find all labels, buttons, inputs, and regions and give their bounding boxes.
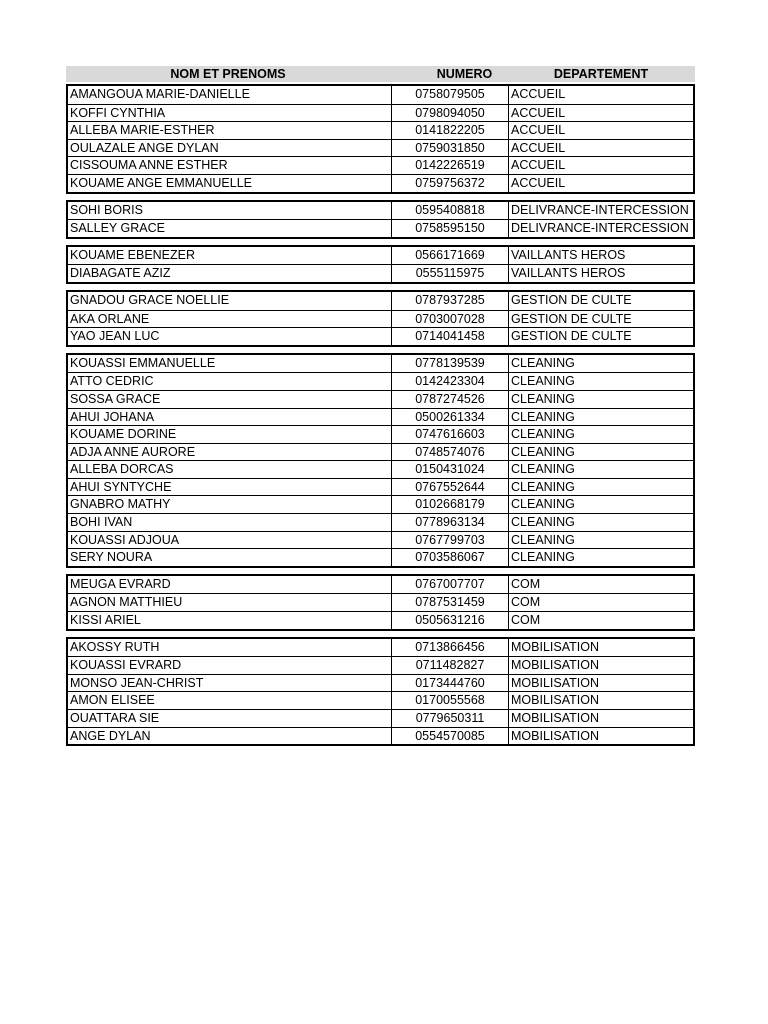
name-cell: SERY NOURA [68,549,392,566]
name-cell: ANGE DYLAN [68,728,392,745]
number-cell: 0595408818 [392,202,509,220]
table-row [68,425,693,443]
department-cell: MOBILISATION [511,639,599,654]
number-cell: 0555115975 [392,265,509,282]
department-cell: CLEANING [511,532,575,547]
table-row [68,691,693,709]
name-cell: KOUAME ANGE EMMANUELLE [68,175,392,192]
table-row [68,156,693,174]
table-row [68,219,693,237]
department-cell: CLEANING [511,427,575,442]
name-cell: KOUASSI ADJOUA [68,532,392,549]
department-cell: COM [511,595,541,610]
table-row [68,292,693,310]
department-cell: DELIVRANCE-INTERCESSION [511,221,689,236]
number-cell: 0500261334 [392,409,509,426]
department-cell: ACCUEIL [511,140,566,155]
name-cell: AHUI JOHANA [68,409,392,426]
number-cell: 0767799703 [392,532,509,549]
number-cell: 0767552644 [392,479,509,496]
number-cell: 0778963134 [392,514,509,531]
table-row [68,709,693,727]
name-cell: AKOSSY RUTH [68,639,392,657]
number-cell: 0748574076 [392,444,509,461]
table-row [68,531,693,549]
department-cell: CLEANING [511,374,575,389]
name-cell: MONSO JEAN-CHRIST [68,675,392,692]
table-header [66,66,695,82]
name-cell: GNADOU GRACE NOELLIE [68,292,392,310]
table-row [68,727,693,745]
name-cell: CISSOUMA ANNE ESTHER [68,157,392,174]
department-cell: CLEANING [511,515,575,530]
number-cell: 0767007707 [392,576,509,594]
department-cell: VAILLANTS HEROS [511,266,626,281]
department-group [66,245,695,284]
table-row [68,327,693,345]
number-cell: 0758595150 [392,220,509,237]
name-cell: MEUGA EVRARD [68,576,392,594]
number-cell: 0703007028 [392,311,509,328]
name-cell: KOUAME DORINE [68,426,392,443]
department-cell: COM [511,613,541,628]
table-row [68,495,693,513]
table-body [66,84,695,746]
department-cell: CLEANING [511,550,575,565]
name-cell: KISSI ARIEL [68,612,392,629]
table-row [68,478,693,496]
department-cell: ACCUEIL [511,123,566,138]
number-cell: 0787531459 [392,594,509,611]
number-cell: 0713866456 [392,639,509,657]
table-row [68,460,693,478]
department-cell: MOBILISATION [511,658,599,673]
table-row [68,139,693,157]
number-cell: 0758079505 [392,86,509,104]
department-cell: ACCUEIL [511,158,566,173]
name-cell: ALLEBA MARIE-ESTHER [68,122,392,139]
department-cell: CLEANING [511,479,575,494]
table-row [68,121,693,139]
department-cell: MOBILISATION [511,693,599,708]
name-cell: AHUI SYNTYCHE [68,479,392,496]
number-cell: 0787937285 [392,292,509,310]
department-group [66,290,695,347]
contact-table [66,66,695,746]
name-cell: AMON ELISEE [68,692,392,709]
name-cell: DIABAGATE AZIZ [68,265,392,282]
name-cell: KOUASSI EMMANUELLE [68,355,392,373]
number-cell: 0778139539 [392,355,509,373]
number-cell: 0505631216 [392,612,509,629]
number-cell: 0787274526 [392,391,509,408]
department-cell: COM [511,576,541,591]
name-cell: SOHI BORIS [68,202,392,220]
name-cell: AKA ORLANE [68,311,392,328]
name-cell: AGNON MATTHIEU [68,594,392,611]
name-cell: KOFFI CYNTHIA [68,105,392,122]
table-row [68,513,693,531]
name-cell: BOHI IVAN [68,514,392,531]
table-row [68,674,693,692]
header-number: NUMERO [436,67,493,81]
department-cell: DELIVRANCE-INTERCESSION [511,202,689,217]
table-row [68,639,693,657]
department-cell: GESTION DE CULTE [511,311,632,326]
department-cell: GESTION DE CULTE [511,292,632,307]
name-cell: OULAZALE ANGE DYLAN [68,140,392,157]
department-cell: ACCUEIL [511,87,566,101]
department-cell: VAILLANTS HEROS [511,247,626,262]
number-cell: 0779650311 [392,710,509,727]
name-cell: ATTO CEDRIC [68,373,392,390]
table-row [68,264,693,282]
number-cell: 0170055568 [392,692,509,709]
table-row [68,355,693,373]
department-cell: CLEANING [511,409,575,424]
department-group [66,637,695,747]
number-cell: 0142226519 [392,157,509,174]
department-cell: CLEANING [511,355,575,370]
department-cell: ACCUEIL [511,105,566,120]
name-cell: GNABRO MATHY [68,496,392,513]
department-cell: CLEANING [511,497,575,512]
number-cell: 0141822205 [392,122,509,139]
number-cell: 0554570085 [392,728,509,745]
table-row [68,611,693,629]
number-cell: 0173444760 [392,675,509,692]
number-cell: 0747616603 [392,426,509,443]
table-row [68,86,693,104]
name-cell: OUATTARA SIE [68,710,392,727]
name-cell: ALLEBA DORCAS [68,461,392,478]
name-cell: KOUAME EBENEZER [68,247,392,265]
department-cell: MOBILISATION [511,711,599,725]
number-cell: 0759756372 [392,175,509,192]
table-row [68,548,693,566]
table-row [68,408,693,426]
table-row [68,593,693,611]
name-cell: SOSSA GRACE [68,391,392,408]
table-row [68,390,693,408]
department-cell: MOBILISATION [511,675,599,690]
department-cell: MOBILISATION [511,728,599,743]
header-name: NOM ET PRENOMS [170,67,286,81]
table-row [68,372,693,390]
table-row [68,443,693,461]
table-row [68,247,693,265]
number-cell: 0714041458 [392,328,509,345]
name-cell: AMANGOUA MARIE-DANIELLE [68,86,392,104]
number-cell: 0703586067 [392,549,509,566]
department-cell: CLEANING [511,391,575,406]
number-cell: 0759031850 [392,140,509,157]
department-cell: CLEANING [511,462,575,477]
name-cell: KOUASSI EVRARD [68,657,392,674]
department-group [66,574,695,631]
number-cell: 0102668179 [392,496,509,513]
table-row [68,202,693,220]
department-cell: ACCUEIL [511,175,566,190]
department-group [66,353,695,568]
name-cell: ADJA ANNE AURORE [68,444,392,461]
number-cell: 0798094050 [392,105,509,122]
department-group [66,200,695,239]
table-row [68,104,693,122]
name-cell: YAO JEAN LUC [68,328,392,345]
department-cell: GESTION DE CULTE [511,329,632,344]
table-row [68,656,693,674]
department-cell: CLEANING [511,444,575,459]
header-department: DEPARTEMENT [553,67,649,81]
number-cell: 0566171669 [392,247,509,265]
number-cell: 0711482827 [392,657,509,674]
table-row [68,576,693,594]
department-group [66,84,695,194]
table-row [68,174,693,192]
name-cell: SALLEY GRACE [68,220,392,237]
table-row [68,310,693,328]
number-cell: 0150431024 [392,461,509,478]
number-cell: 0142423304 [392,373,509,390]
